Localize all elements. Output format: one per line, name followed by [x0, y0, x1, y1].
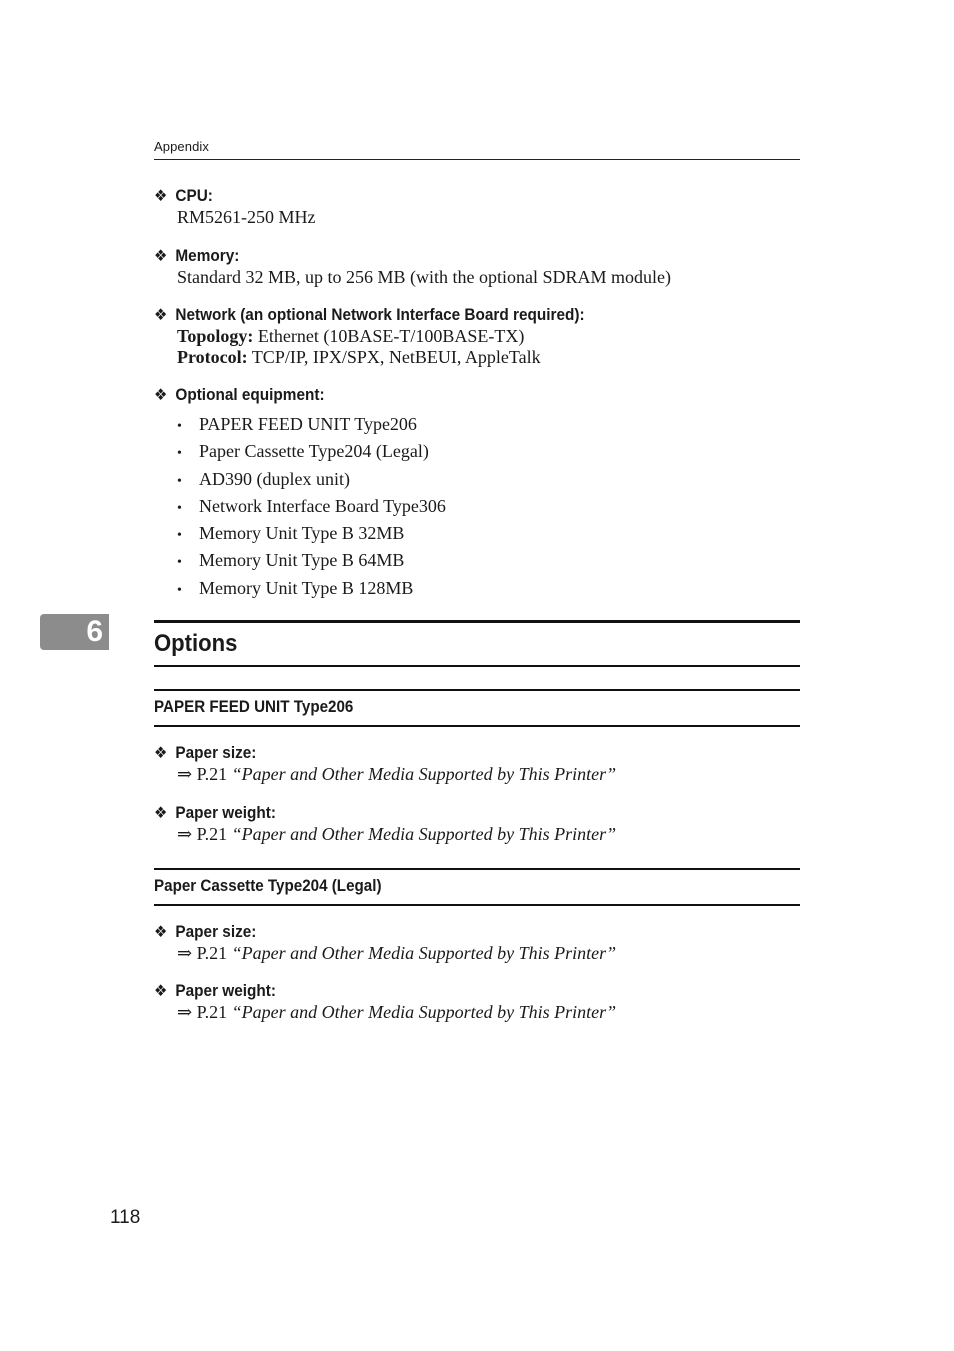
section-2-paper-size — [154, 921, 814, 964]
paper-weight-heading: ❖ Paper weight: — [154, 802, 768, 824]
spec-optional — [154, 384, 814, 406]
topology-value: Ethernet (10BASE-T/100BASE-TX) — [253, 326, 525, 346]
paper-weight-reference: ⇒ P.21 “Paper and Other Media Supported by This Printer” — [177, 1002, 617, 1022]
protocol-value: TCP/IP, IPX/SPX, NetBEUI, AppleTalk — [247, 347, 541, 367]
list-item: • Memory Unit Type B 128MB — [177, 575, 446, 602]
diamond-icon: ❖ — [154, 188, 168, 205]
diamond-icon: ❖ — [154, 248, 168, 265]
section-title: PAPER FEED UNIT Type206 — [154, 698, 354, 716]
spec-network — [154, 304, 814, 368]
diamond-icon: ❖ — [154, 983, 168, 1000]
list-item: • AD390 (duplex unit) — [177, 466, 446, 493]
spec-memory-value: Standard 32 MB, up to 256 MB (with the optional SDRAM module) — [177, 267, 671, 287]
section-title: Paper Cassette Type204 (Legal) — [154, 877, 382, 895]
spec-network-heading: ❖ Network (an optional Network Interface Board required): — [154, 304, 768, 326]
diamond-icon: ❖ — [154, 805, 168, 822]
options-top-rule — [154, 620, 800, 623]
page-title: Options — [154, 630, 238, 657]
list-item: • Paper Cassette Type204 (Legal) — [177, 438, 446, 465]
dot-icon: • — [177, 446, 182, 462]
dot-icon: • — [177, 528, 182, 544]
chapter-tab — [40, 614, 109, 650]
list-item: • PAPER FEED UNIT Type206 — [177, 411, 446, 438]
page-number: 118 — [110, 1207, 141, 1228]
spec-memory — [154, 245, 814, 288]
optional-equipment-list — [177, 411, 446, 602]
diamond-icon: ❖ — [154, 745, 168, 762]
section-1-paper-weight — [154, 802, 814, 845]
chapter-number: 6 — [86, 615, 103, 648]
spec-memory-heading: ❖ Memory: — [154, 245, 768, 267]
dot-icon: • — [177, 582, 182, 598]
dot-icon: • — [177, 555, 182, 571]
options-bottom-rule — [154, 665, 800, 667]
topology-label: Topology: — [177, 326, 254, 346]
list-item: • Network Interface Board Type306 — [177, 493, 446, 520]
paper-weight-reference: ⇒ P.21 “Paper and Other Media Supported by This Printer” — [177, 824, 617, 844]
diamond-icon: ❖ — [154, 387, 168, 404]
paper-size-heading: ❖ Paper size: — [154, 742, 768, 764]
paper-weight-heading: ❖ Paper weight: — [154, 980, 768, 1002]
protocol-label: Protocol: — [177, 347, 248, 367]
section-top-rule — [154, 868, 800, 870]
paper-size-reference: ⇒ P.21 “Paper and Other Media Supported by This Printer” — [177, 943, 617, 963]
diamond-icon: ❖ — [154, 307, 168, 324]
section-2-paper-weight — [154, 980, 814, 1023]
dot-icon: • — [177, 500, 182, 516]
spec-network-topology — [177, 326, 814, 347]
header-rule — [154, 159, 800, 160]
section-1-paper-size — [154, 742, 814, 785]
section-top-rule — [154, 689, 800, 691]
spec-cpu-value: RM5261-250 MHz — [177, 207, 316, 227]
dot-icon: • — [177, 419, 182, 434]
section-bottom-rule — [154, 725, 800, 727]
section-bottom-rule — [154, 904, 800, 906]
spec-network-protocol — [177, 347, 814, 368]
list-item: • Memory Unit Type B 64MB — [177, 547, 446, 574]
running-head: Appendix — [154, 139, 210, 154]
paper-size-heading: ❖ Paper size: — [154, 921, 768, 943]
dot-icon: • — [177, 473, 182, 489]
list-item: • Memory Unit Type B 32MB — [177, 520, 446, 547]
diamond-icon: ❖ — [154, 924, 168, 941]
spec-optional-heading: ❖ Optional equipment: — [154, 384, 768, 406]
spec-cpu — [154, 185, 814, 228]
paper-size-reference: ⇒ P.21 “Paper and Other Media Supported by This Printer” — [177, 764, 617, 784]
spec-cpu-heading: ❖ CPU: — [154, 185, 768, 207]
